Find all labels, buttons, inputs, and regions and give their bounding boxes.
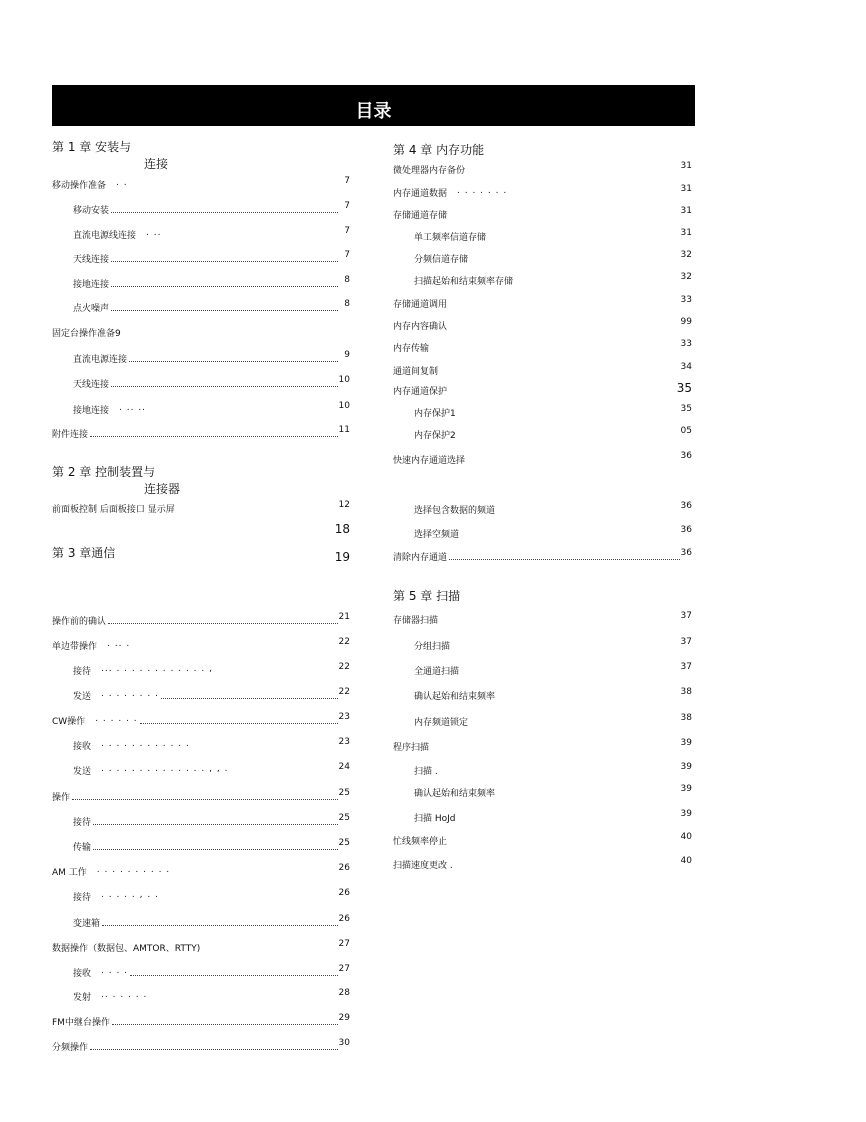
toc-entry: 通道间复制 [393, 367, 439, 377]
page-number: 27 [338, 939, 350, 949]
toc-entry: 直流电源连接 [73, 355, 128, 365]
toc-entry: 传输 [73, 843, 92, 853]
page-number: 37 [680, 662, 692, 672]
toc-entry: 数据操作（数据包、AMTOR、RTTY) [52, 944, 201, 954]
leader-marks: . . . . . . . . [101, 689, 159, 699]
toc-entry: 选择包含数据的频道 [414, 506, 496, 516]
page-number: 7 [344, 250, 350, 260]
toc-entry: 操作 [52, 793, 71, 803]
page-number: 27 [338, 964, 350, 974]
toc-entry: 内存通道数据 [393, 189, 448, 199]
toc-entry: 存储通道调用 [393, 300, 448, 310]
leader-marks: .. . . . . . [101, 990, 148, 1000]
toc-entry: 存储器扫描 [393, 616, 439, 626]
page-number: 37 [680, 611, 692, 621]
page-number: 7 [344, 226, 350, 236]
page-number: 40 [680, 832, 692, 842]
toc-entry: 存储通道存储 [393, 211, 448, 221]
dot-leader [111, 386, 338, 387]
page-number: 35 [676, 381, 692, 395]
page-number: 31 [680, 184, 692, 194]
leader-marks: . .. [146, 228, 162, 238]
leader-marks: . . . . [101, 966, 129, 976]
toc-entry: 内存通道保护 [393, 387, 448, 397]
page-number: 26 [338, 914, 350, 924]
leader-marks: . .. .. [119, 403, 147, 413]
leader-marks: . . . . . . . . . . [96, 865, 171, 875]
toc-entry: 确认起始和结束频率 [414, 789, 496, 799]
page-number: 34 [680, 362, 692, 372]
page-number: 36 [680, 501, 692, 511]
toc-entry: 接收 [73, 969, 92, 979]
toc-entry: 接地连接 [73, 406, 110, 416]
toc-entry: 附件连接 [52, 430, 89, 440]
leader-marks: . . . . . . [95, 714, 138, 724]
toc-entry: AM 工作 [52, 868, 87, 878]
page-title: 目录 [355, 101, 392, 122]
toc-entry: CW操作 [52, 717, 86, 727]
dot-leader [102, 925, 338, 926]
page-number: 9 [344, 350, 350, 360]
page-number: 10 [338, 401, 350, 411]
page-number: 11 [338, 425, 350, 435]
dot-leader [93, 824, 338, 825]
toc-entry: 清除内存通道 [393, 553, 448, 563]
page-number: 23 [338, 737, 350, 747]
page-number: 39 [680, 762, 692, 772]
page-number: 19 [334, 550, 350, 564]
dot-leader [140, 723, 338, 724]
dot-leader [111, 286, 338, 287]
page-number: 8 [344, 299, 350, 309]
page-number: 28 [338, 988, 350, 998]
dot-leader [111, 261, 338, 262]
dot-leader [161, 698, 338, 699]
toc-entry: 选择空频道 [414, 530, 460, 540]
dot-leader [111, 212, 338, 213]
page-number: 40 [680, 856, 692, 866]
chapter-heading-cont: 连接 [144, 157, 169, 171]
leader-marks: . . [116, 178, 128, 188]
toc-entry: 变速箱 [73, 919, 101, 929]
toc-entry: 内存保护2 [414, 431, 456, 441]
toc-entry: 固定台操作准备9 [52, 329, 121, 339]
page-number: 22 [338, 662, 350, 672]
page-number: 36 [680, 451, 692, 461]
dot-leader [130, 975, 338, 976]
toc-entry: 天线连接 [73, 255, 110, 265]
page-number: 25 [338, 838, 350, 848]
toc-entry: 发射 [73, 993, 92, 1003]
leader-marks: . . . . . . . . . . . . [101, 739, 190, 749]
page-number: 36 [680, 525, 692, 535]
toc-entry: 内存频道锁定 [414, 718, 469, 728]
page-number: 12 [338, 500, 350, 510]
toc-entry: 单边带操作 [52, 642, 98, 652]
page-number: 10 [338, 375, 350, 385]
page-number: 31 [680, 161, 692, 171]
toc-entry: 接收 [73, 742, 92, 752]
toc-entry: 内存保护1 [414, 409, 456, 419]
toc-entry: 移动安装 [73, 206, 110, 216]
dot-leader [111, 310, 338, 311]
page-number: 31 [680, 206, 692, 216]
page-number: 99 [680, 317, 692, 327]
page-number: 21 [338, 612, 350, 622]
page-number: 33 [680, 339, 692, 349]
toc-entry: 快速内存通道选择 [393, 456, 466, 466]
page-number: 35 [680, 404, 692, 414]
toc-entry: 扫描速度更改 . [393, 861, 453, 871]
dot-leader [112, 1024, 338, 1025]
toc-entry: 内存传输 [393, 344, 430, 354]
page-number: 39 [680, 809, 692, 819]
page-number: 38 [680, 713, 692, 723]
page-number: 05 [680, 426, 692, 436]
toc-entry: 接地连接 [73, 280, 110, 290]
toc-entry: 直流电源线连接 [73, 231, 137, 241]
dot-leader [108, 623, 338, 624]
toc-entry: 扫描起始和结束频率存储 [414, 277, 514, 287]
page-number: 37 [680, 637, 692, 647]
chapter-heading: 第 2 章 控制装置与 [52, 465, 156, 479]
leader-marks: . . . . . . . [457, 186, 508, 196]
toc-entry: 分频信道存储 [414, 255, 469, 265]
toc-entry: 接待 [73, 667, 92, 677]
toc-entry: 微处理器内存备份 [393, 166, 466, 176]
toc-entry: 前面板控制 后面板接口 显示屏 [52, 505, 175, 515]
dot-leader [72, 799, 338, 800]
dot-leader [93, 849, 338, 850]
page-number: 7 [344, 201, 350, 211]
toc-entry: 确认起始和结束频率 [414, 692, 496, 702]
page-number: 29 [338, 1013, 350, 1023]
page-number: 32 [680, 250, 692, 260]
page-number: 18 [334, 522, 350, 536]
dot-leader [449, 559, 680, 560]
dot-leader [129, 361, 338, 362]
page-number: 33 [680, 295, 692, 305]
chapter-heading-cont: 连接器 [144, 482, 181, 496]
leader-marks: . . . . . . . . . . . . . . , , . [101, 764, 229, 774]
toc-entry: 扫描 HoJd [414, 814, 456, 824]
toc-entry: 内存内容确认 [393, 322, 448, 332]
chapter-heading: 第 1 章 安装与 [52, 140, 132, 154]
dot-leader [90, 1049, 338, 1050]
page-number: 25 [338, 788, 350, 798]
leader-marks: . . . . . , . . [101, 890, 159, 900]
page-number: 39 [680, 738, 692, 748]
toc-entry: 分组扫描 [414, 642, 451, 652]
toc-entry: 分频操作 [52, 1043, 89, 1053]
page-number: 30 [338, 1038, 350, 1048]
page-number: 23 [338, 712, 350, 722]
chapter-heading: 第 4 章 内存功能 [393, 143, 485, 157]
page-number: 26 [338, 888, 350, 898]
title-bar [52, 85, 695, 126]
toc-entry: 操作前的确认 [52, 617, 107, 627]
toc-entry: 点火噪声 [73, 304, 110, 314]
toc-entry: 单工频率信道存储 [414, 233, 487, 243]
page-number: 39 [680, 784, 692, 794]
leader-marks: . .. . [107, 639, 131, 649]
page-number: 32 [680, 272, 692, 282]
toc-entry: 接待 [73, 893, 92, 903]
page-number: 31 [680, 228, 692, 238]
page-number: 25 [338, 813, 350, 823]
toc-entry: 发送 [73, 692, 92, 702]
toc-entry: 移动操作准备 [52, 181, 107, 191]
toc-entry: 全通道扫描 [414, 667, 460, 677]
page-number: 24 [338, 762, 350, 772]
toc-entry: 天线连接 [73, 380, 110, 390]
page-number: 22 [338, 637, 350, 647]
page-number: 7 [344, 176, 350, 186]
toc-entry: 程序扫描 [393, 743, 430, 753]
toc-entry: 扫描 . [414, 767, 438, 777]
page-number: 8 [344, 275, 350, 285]
toc-entry: FM中继台操作 [52, 1018, 110, 1028]
page-number: 26 [338, 863, 350, 873]
leader-marks: ... . . . . . . . . . . . . , [101, 664, 213, 674]
page-number: 22 [338, 687, 350, 697]
toc-entry: 发送 [73, 767, 92, 777]
dot-leader [90, 436, 338, 437]
toc-entry: 忙线频率停止 [393, 837, 448, 847]
page-number: 38 [680, 687, 692, 697]
toc-entry: 接待 [73, 818, 92, 828]
chapter-heading: 第 3 章通信 [52, 546, 116, 560]
chapter-heading: 第 5 章 扫描 [393, 589, 461, 603]
page-number: 36 [680, 548, 692, 558]
